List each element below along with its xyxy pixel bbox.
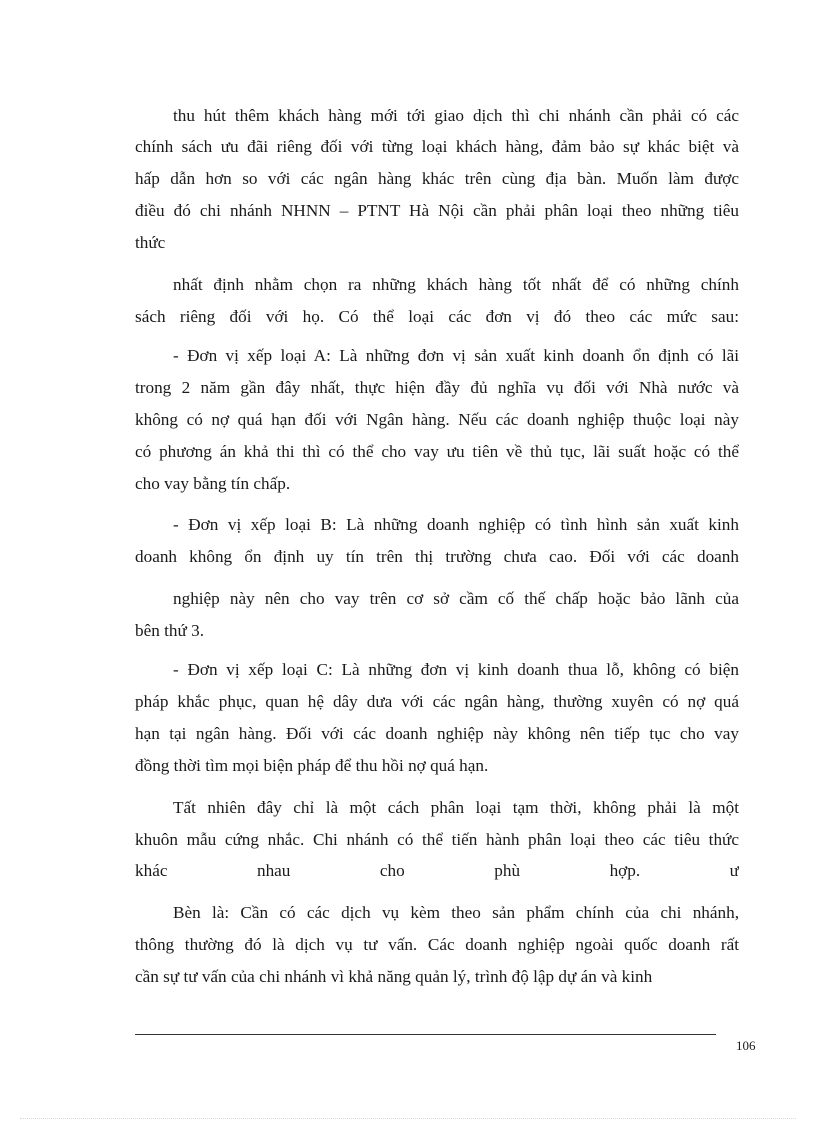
text-line: cho vay bằng tín chấp.: [135, 474, 291, 493]
text-line: hấp dẫn hơn so với các ngân hàng khác trên cùng địa bàn. Muốn làm được: [135, 169, 739, 188]
page-bottom-border: [20, 1118, 796, 1119]
text-line: khác nhau cho phù hợp. ư: [135, 861, 739, 880]
text-line: bên thứ 3.: [135, 621, 204, 640]
text-line: thức: [135, 233, 166, 252]
text-line: đồng thời tìm mọi biện pháp để thu hồi nợ quá hạn.: [135, 756, 489, 775]
text-line: trong 2 năm gần đây nhất, thực hiện đầy đủ nghĩa vụ đối với Nhà nước và: [135, 378, 739, 397]
text-line: Bèn là: Cần có các dịch vụ kèm theo sản phẩm chính của chi nhánh,: [173, 903, 739, 922]
text-line: thu hút thêm khách hàng mới tới giao dịch thì chi nhánh cần phải có các: [173, 106, 739, 125]
text-line: thông thường đó là dịch vụ tư vấn. Các doanh nghiệp ngoài quốc doanh rất: [135, 935, 739, 954]
text-line: nhất định nhằm chọn ra những khách hàng tốt nhất để có những chính: [173, 275, 739, 294]
text-line: - Đơn vị xếp loại C: Là những đơn vị kinh doanh thua lỗ, không có biện: [173, 660, 739, 679]
text-line: không có nợ quá hạn đối với Ngân hàng. Nếu các doanh nghiệp thuộc loại này: [135, 410, 739, 429]
text-line: doanh không ổn định uy tín trên thị trường chưa cao. Đối với các doanh: [135, 547, 739, 566]
text-line: điều đó chi nhánh NHNN – PTNT Hà Nội cần phải phân loại theo những tiêu: [135, 201, 739, 220]
text-line: pháp khắc phục, quan hệ dây dưa với các ngân hàng, thường xuyên có nợ quá: [135, 692, 739, 711]
footer-rule: [135, 1034, 716, 1035]
text-line: - Đơn vị xếp loại A: Là những đơn vị sản xuất kinh doanh ổn định có lãi: [173, 346, 739, 365]
page-number: 106: [736, 1038, 756, 1053]
text-line: chính sách ưu đãi riêng đối với từng loại khách hàng, đảm bảo sự khác biệt và: [135, 137, 739, 156]
text-line: Tất nhiên đây chỉ là một cách phân loại tạm thời, không phải là một: [173, 798, 739, 817]
text-line: hạn tại ngân hàng. Đối với các doanh nghiệp này không nên tiếp tục cho vay: [135, 724, 739, 743]
text-line: nghiệp này nên cho vay trên cơ sở cầm cố thế chấp hoặc bảo lãnh của: [173, 589, 739, 608]
text-line: có phương án khả thi thì có thể cho vay ưu tiên về thủ tục, lãi suất hoặc có thể: [135, 442, 739, 461]
text-line: - Đơn vị xếp loại B: Là những doanh nghiệp có tình hình sản xuất kinh: [173, 515, 739, 534]
text-line: cần sự tư vấn của chi nhánh vì khả năng quản lý, trình độ lập dự án và kinh: [135, 967, 653, 986]
text-line: sách riêng đối với họ. Có thể loại các đơn vị đó theo các mức sau:: [135, 307, 739, 326]
text-line: khuôn mẫu cứng nhắc. Chi nhánh có thể tiến hành phân loại theo các tiêu thức: [135, 830, 739, 849]
